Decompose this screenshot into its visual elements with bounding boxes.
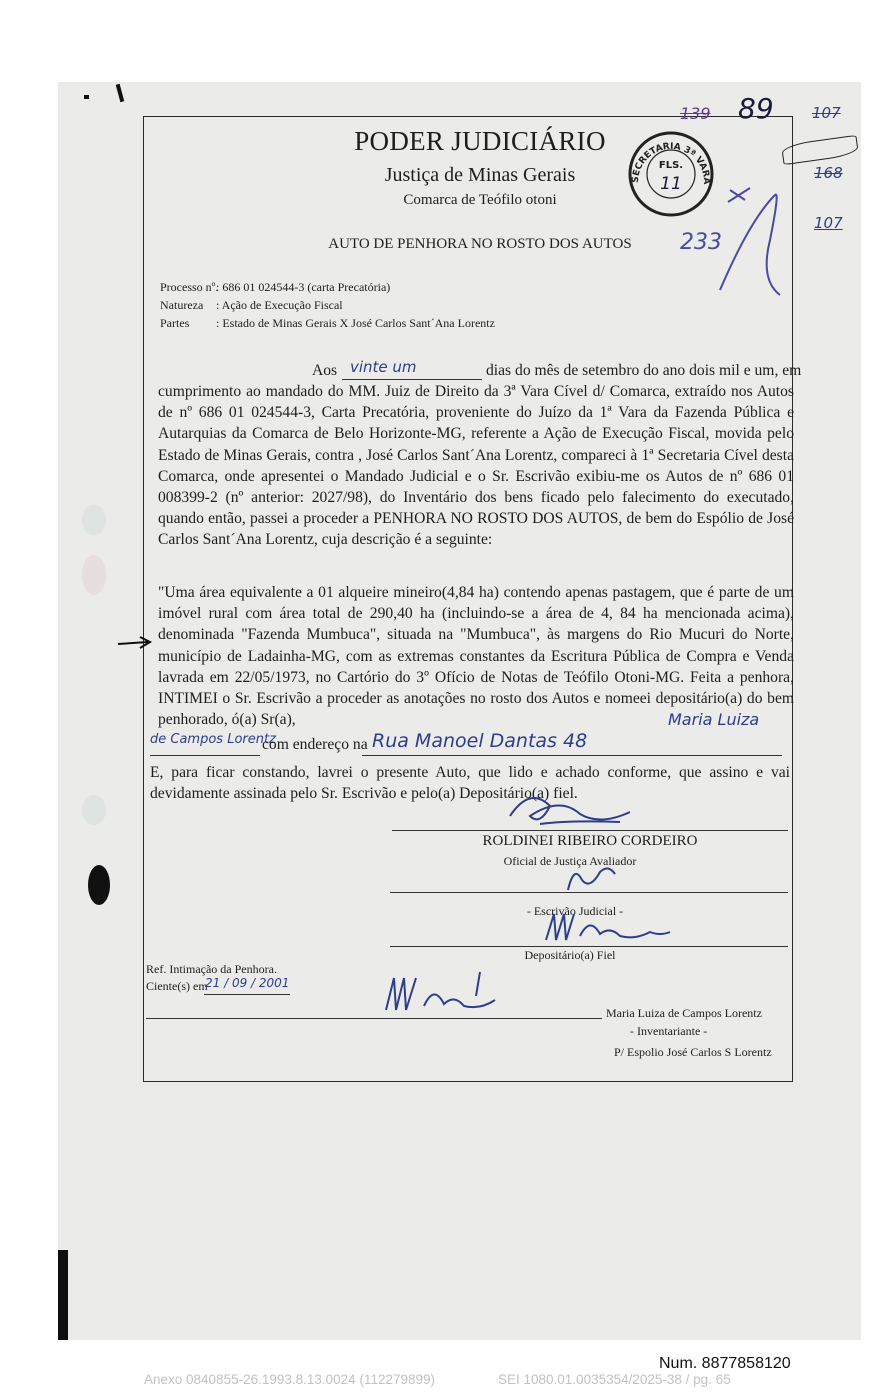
inventariante-name: Maria Luiza de Campos Lorentz <box>606 1006 762 1020</box>
value-natureza: : Ação de Execução Fiscal <box>216 298 343 312</box>
margin-number: 233 <box>680 230 722 255</box>
body-paragraph: cumprimento ao mandado do MM. Juiz de Direito da 3ª Vara Cível d/ Comarca, extraído nos Autos de nº 686 01 024544-3, Carta Precatória, proveniente do Juízo da 1ª Vara da Fazenda Pública e Autarquias da Comarca de Belo Horizonte-MG, referente a Ação de Execução Fiscal, movida pelo Estado de Minas Gerais, contra , José Carlos Sant´Ana Lorentz, compareci à 1ª Secretaria Cível desta Comarca, onde apresentei o Mandado Judicial e o Sr. Escrivão exibiu-me os Autos de nº 686 01 008399-2 (nº anterior: 2027/98), do Inventário dos bens ficado pelo falecimento do executado, quando então, passei a proceder a PENHORA NO ROSTO DOS AUTOS, de bem do Espólio de José Carlos Sant´Ana Lorentz, cuja descrição é a seguinte: <box>158 383 794 549</box>
officer-name: ROLDINEI RIBEIRO CORDEIRO <box>482 833 698 849</box>
margin-number: 107 <box>812 104 841 122</box>
com-endereco-label: com endereço na <box>262 736 368 753</box>
stain <box>82 795 106 825</box>
footer-sei: SEI 1080.01.0035354/2025-38 / pg. 65 <box>498 1372 731 1387</box>
document-title: AUTO DE PENHORA NO ROSTO DOS AUTOS <box>328 236 632 252</box>
margin-scribble <box>690 180 790 300</box>
pointer-arrow <box>118 636 152 650</box>
address-handwritten: Rua Manoel Dantas 48 <box>372 730 588 752</box>
value-processo: : 686 01 024544-3 (carta Precatória) <box>216 280 391 294</box>
label-natureza: Natureza <box>160 298 204 312</box>
property-description: "Uma área equivalente a 01 alqueire mineiro(4,84 ha) contendo apenas pastagem, que é parte de um imóvel rural com área total de 290,40 ha (incluindo-se a área de 4, 84 ha mencionada acima), denominada "Fazenda Mumbuca", situada na "Mumbuca", às margens do Rio Mucuri do Norte, município de Ladainha-MG, com as extremas constantes da Escritura Pública de Compra e Venda lavrada em 22/05/1973, no Cartório do 3º Ofício de Notas de Teófilo Otoni-MG. Feita a penhora, INTIMEI o Sr. Escrivão a proceder as anotações no rosto dos Autos e nomeei depositário(a) do bem penhorado, ó(a) Sr(a), <box>158 584 794 729</box>
footer-num: Num. 8877858120 <box>659 1355 791 1372</box>
depositario-sign-line <box>390 934 788 947</box>
value-partes: : Estado de Minas Gerais X José Carlos Sant´Ana Lorentz <box>216 316 495 330</box>
scan-shadow <box>58 1250 68 1340</box>
body-aos: Aos <box>312 362 338 379</box>
officer-role: Oficial de Justiça Avaliador <box>503 854 637 868</box>
label-partes: Partes <box>160 316 190 330</box>
day-handwritten: vinte um <box>350 358 417 376</box>
inventariante-role: - Inventariante - <box>630 1024 708 1038</box>
header-title: PODER JUDICIÁRIO <box>354 126 606 156</box>
scan-dot <box>84 95 89 99</box>
footer-anexo: Anexo 0840855-26.1993.8.13.0024 (112279899) <box>144 1372 436 1387</box>
ciente-label: Ciente(s) em <box>146 979 208 993</box>
stamp-fls: FLS. <box>658 160 684 171</box>
stamp-number: 11 <box>660 174 682 194</box>
stamp-text: SECRETARIA 3ª VARA <box>630 141 712 185</box>
depositario-name-hand: Maria Luiza <box>668 710 760 729</box>
espolio-label: P/ Espolio José Carlos S Lorentz <box>614 1045 772 1059</box>
inventariante-sign-line <box>146 1006 602 1019</box>
margin-number: 107 <box>814 214 843 232</box>
officer-sign-line <box>392 818 788 831</box>
margin-number: 89 <box>738 92 774 125</box>
punch-hole <box>88 865 110 905</box>
header-subtitle: Justiça de Minas Gerais <box>384 164 576 186</box>
stain <box>82 505 106 535</box>
escrivao-label: - Escrivão Judicial - <box>526 904 624 918</box>
ciente-date: 21 / 09 / 2001 <box>205 976 290 990</box>
margin-number: 168 <box>814 164 843 182</box>
label-processo: Processo nº. <box>160 280 219 294</box>
margin-number: 139 <box>680 104 711 123</box>
header-comarca: Comarca de Teófilo otoni <box>403 192 557 208</box>
depositario-label: Depositário(a) Fiel <box>524 948 616 962</box>
ref-intimacao: Ref. Intimação da Penhora. <box>146 962 277 976</box>
escrivao-sign-line <box>390 880 788 893</box>
body-intro-rest: dias do mês de setembro do ano dois mil e um, em <box>486 362 802 379</box>
stain <box>82 555 106 595</box>
closing-text: E, para ficar constando, lavrei o presente Auto, que lido e achado conforme, que assino e vai devidamente assinada pelo Sr. Escrivão e pelo(a) Depositário(a) fiel. <box>150 764 790 803</box>
depositario-name-hand2: de Campos Lorentz <box>150 732 276 747</box>
